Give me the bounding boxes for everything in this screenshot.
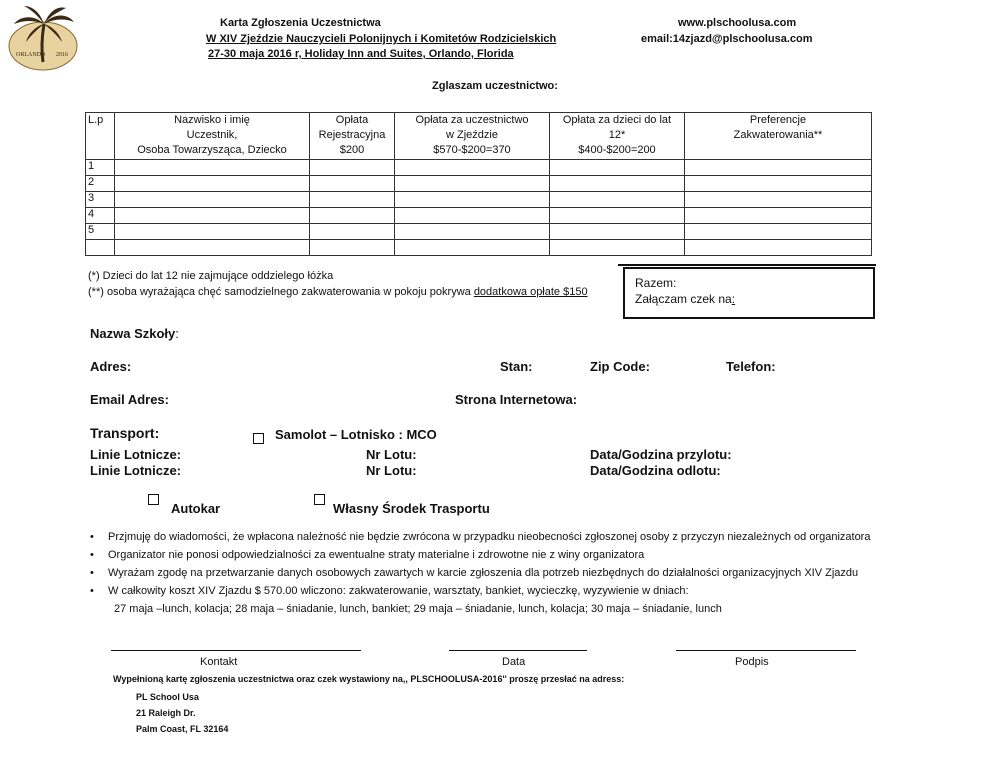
bullet-icon: • [90,585,94,597]
participants-table [85,112,872,256]
cell-children-input[interactable] [550,192,685,208]
term-text: Wyrażam zgodę na przetwarzanie danych osobowych zawartych w karcie zgłoszenia dla potrzeb niezbędnych do działalności organizacyjnych XIV Zjazdu [108,567,859,579]
bullet-icon: • [90,549,94,561]
col-header-registration: Opłata Rejestracyjna $200 [310,113,395,160]
signature-label: Podpis [735,656,769,668]
cell-accommodation-input[interactable] [685,160,872,176]
row-number: 4 [86,208,115,224]
address-field[interactable]: Adres: [90,359,132,374]
cell-participation-input[interactable] [395,176,550,192]
meals-schedule: 27 maja –lunch, kolacja; 28 maja – śniadanie, lunch, bankiet; 29 maja – śniadanie, lunch, kolacja; 30 maja – śniadanie, lunch [114,603,722,615]
logo-text-left: ORLANDO [16,52,46,58]
cell-name-input[interactable] [115,192,310,208]
cell-accommodation-input[interactable] [685,208,872,224]
zip-code-field[interactable]: Zip Code: [590,359,650,374]
transport-label: Transport: [90,425,160,441]
note-extra-fee: dodatkowa opłate $150 [473,286,588,298]
airline-arrival-field[interactable]: Linie Lotnicze: [90,447,181,462]
flight-number-arrival-field[interactable]: Nr Lotu: [366,447,417,462]
list-item [84,564,870,582]
departure-datetime-field[interactable]: Data/Godzina odlotu: [590,463,721,478]
cell-children-input[interactable] [550,208,685,224]
website-field[interactable]: Strona Internetowa: [455,392,578,407]
own-transport-checkbox[interactable] [314,492,325,510]
col-header-name: Nazwisko i imię Uczestnik, Osoba Towarzysząca, Dziecko [115,113,310,160]
table-row [86,176,872,192]
cell-name-input[interactable] [115,160,310,176]
note-accommodation [88,284,588,300]
bullet-icon: • [90,531,94,543]
school-name-label: Nazwa Szkoły [90,326,176,341]
cell-participation-input[interactable] [395,192,550,208]
cell-registration-input[interactable] [310,176,395,192]
cell-accommodation-input[interactable] [685,224,872,240]
email-address-field[interactable]: Email Adres: [90,392,169,407]
section-title: Zglaszam uczestnictwo: [432,80,558,92]
cell-registration-input[interactable] [310,160,395,176]
school-name-colon: : [175,326,179,341]
cell-participation-input[interactable] [395,160,550,176]
mailing-instruction: Wypełnioną kartę zgłoszenia uczestnictwa oraz czek wystawiony na,, PLSCHOOLUSA-2016'' proszę przesłać na adress: [113,674,625,684]
payment-summary-box [623,267,875,319]
col-header-children-fee: Opłata za dzieci do lat 12* $400-$200=200 [550,113,685,160]
cell-participation-input[interactable] [395,240,550,256]
contact-signature-line[interactable] [111,650,361,651]
website-link[interactable]: www.plschoolusa.com [678,17,797,29]
table-header-row [86,113,872,160]
cell-children-input[interactable] [550,176,685,192]
event-logo [6,2,80,76]
cell-children-input[interactable] [550,160,685,176]
table-row [86,240,872,256]
row-number: 1 [86,160,115,176]
own-transport-option-label: Własny Środek Trasportu [333,501,490,516]
date-label: Data [502,656,526,668]
cell-participation-input[interactable] [395,208,550,224]
cell-name-input[interactable] [115,176,310,192]
term-text: W całkowity koszt XIV Zjazdu $ 570.00 wliczono: zakwaterowanie, warsztaty, bankiet, wycieczkę, wyzywienie w dniach: [108,585,689,597]
bus-option-label: Autokar [171,501,221,516]
row-number: 2 [86,176,115,192]
mailing-address-city: Palm Coast, FL 32164 [136,724,229,734]
col-header-participation-fee: Opłata za uczestnictwo w Zjeździe $570-$200=370 [395,113,550,160]
cell-registration-input[interactable] [310,224,395,240]
cell-accommodation-input[interactable] [685,176,872,192]
flight-number-departure-field[interactable]: Nr Lotu: [366,463,417,478]
table-row [86,160,872,176]
school-name-field[interactable] [90,326,179,341]
arrival-datetime-field[interactable]: Data/Godzina przylotu: [590,447,732,462]
row-number: 3 [86,192,115,208]
list-item [84,528,870,546]
plane-option-label: Samolot – Lotnisko : MCO [275,427,437,442]
mailing-address-name: PL School Usa [136,692,199,702]
table-row [86,224,872,240]
row-number: 5 [86,224,115,240]
note-children: (*) Dzieci do lat 12 nie zajmujące oddzielego łóżka [88,270,334,282]
mailing-address-street: 21 Raleigh Dr. [136,708,196,718]
bullet-icon: • [90,567,94,579]
cell-accommodation-input[interactable] [685,240,872,256]
terms-list [84,528,870,600]
list-item [84,546,870,564]
contact-label: Kontakt [200,656,238,668]
phone-field[interactable]: Telefon: [726,359,776,374]
cell-children-input[interactable] [550,240,685,256]
logo-text-right: 2016 [56,52,68,58]
check-amount-label[interactable] [635,291,735,307]
cell-name-input[interactable] [115,208,310,224]
email-link[interactable]: email:14zjazd@plschoolusa.com [641,33,813,45]
col-header-lp: L.p [86,113,115,160]
cell-children-input[interactable] [550,224,685,240]
cell-name-input[interactable] [115,240,310,256]
table-row [86,192,872,208]
table-bottom-rule [618,264,876,266]
col-header-accommodation: Preferencje Zakwaterowania** [685,113,872,160]
note-accommodation-text: (**) osoba wyrażająca chęć samodzielnego zakwaterowania w pokoju pokrywa [88,286,474,298]
bus-checkbox[interactable] [148,492,159,510]
cell-accommodation-input[interactable] [685,192,872,208]
signature-line[interactable] [676,650,856,651]
event-date-location: 27-30 maja 2016 r, Holiday Inn and Suites, Orlando, Florida [208,48,514,60]
term-text: Organizator nie ponosi odpowiedzialności za ewentualne straty materialne i zdrowotne nie z winy organizatora [108,549,645,561]
cell-registration-input[interactable] [310,192,395,208]
airline-departure-field[interactable]: Linie Lotnicze: [90,463,181,478]
cell-participation-input[interactable] [395,224,550,240]
list-item [84,582,870,600]
cell-name-input[interactable] [115,224,310,240]
form-title: Karta Zgłoszenia Uczestnictwa [220,17,381,29]
term-text: Przjmuję do wiadomości, że wpłacona należność nie będzie zwrócona w przypadku nieobecności zgłoszonej osoby z przyczyn niezależnych od organizatora [108,531,871,543]
plane-checkbox[interactable] [253,431,264,449]
total-label: Razem: [635,276,677,290]
table-row [86,208,872,224]
check-label-text: Załączam czek na [635,292,732,306]
state-field[interactable]: Stan: [500,359,533,374]
date-signature-line[interactable] [449,650,587,651]
row-number [86,240,115,256]
event-name: W XIV Zjeździe Nauczycieli Polonijnych i Komitetów Rodzicielskich [206,33,557,45]
check-label-colon: : [731,292,736,306]
cell-registration-input[interactable] [310,208,395,224]
cell-registration-input[interactable] [310,240,395,256]
